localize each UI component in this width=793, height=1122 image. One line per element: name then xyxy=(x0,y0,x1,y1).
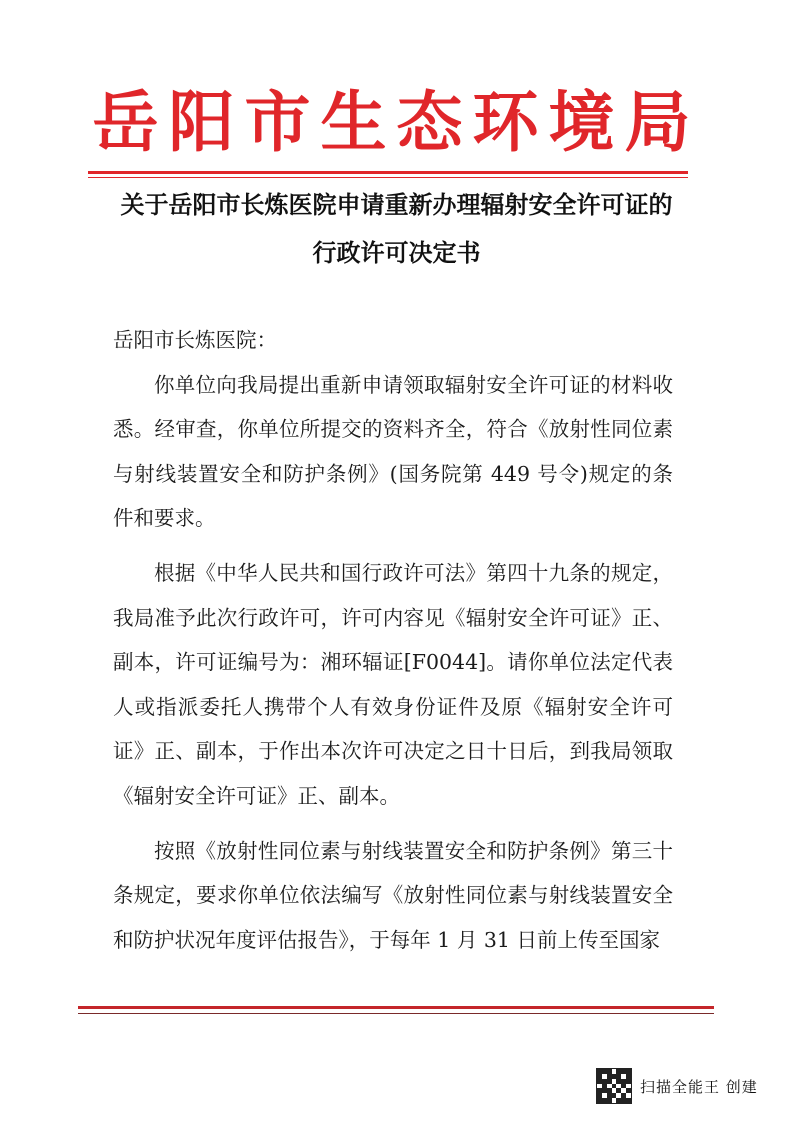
document-body xyxy=(113,318,673,962)
addressee: 岳阳市长炼医院： xyxy=(113,328,277,352)
footer-rule-thin xyxy=(78,1013,714,1014)
paragraph-3: 按照《放射性同位素与射线装置安全和防护条例》第三十条规定，要求你单位依法编写《放射性同位素与射线装置安全和防护状况年度评估报告》，于每年 1 月 31 日前上传至国家 xyxy=(113,838,673,952)
paragraph-2: 根据《中华人民共和国行政许可法》第四十九条的规定，我局准予此次行政许可，许可内容见《辐射安全许可证》正、副本，许可证编号为：湘环辐证[F0044]。请你单位法定代表人或指派委托人携带个人有效身份证件及原《辐射安全许可证》正、副本，于作出本次许可决定之日十日后，到我局领取《辐射安全许可证》正、副本。 xyxy=(113,560,673,808)
document-title-line-2: 行政许可决定书 xyxy=(312,239,481,267)
header-rule-thin xyxy=(88,177,688,178)
header-rule-thick xyxy=(88,171,688,174)
paragraph-1: 你单位向我局提出重新申请领取辐射安全许可证的材料收悉。经审查，你单位所提交的资料齐全，符合《放射性同位素与射线装置安全和防护条例》(国务院第 449 号令)规定的条件和要求。 xyxy=(113,372,673,531)
footer-rule-thick xyxy=(78,1006,714,1009)
watermark-text: 扫描全能王 创建 xyxy=(640,1077,758,1096)
agency-header: 岳阳市生态环境局 xyxy=(92,83,701,161)
document-title-line-1: 关于岳阳市长炼医院申请重新办理辐射安全许可证的 xyxy=(120,191,673,219)
scanner-watermark xyxy=(596,1066,776,1106)
qr-code-icon xyxy=(596,1068,632,1104)
